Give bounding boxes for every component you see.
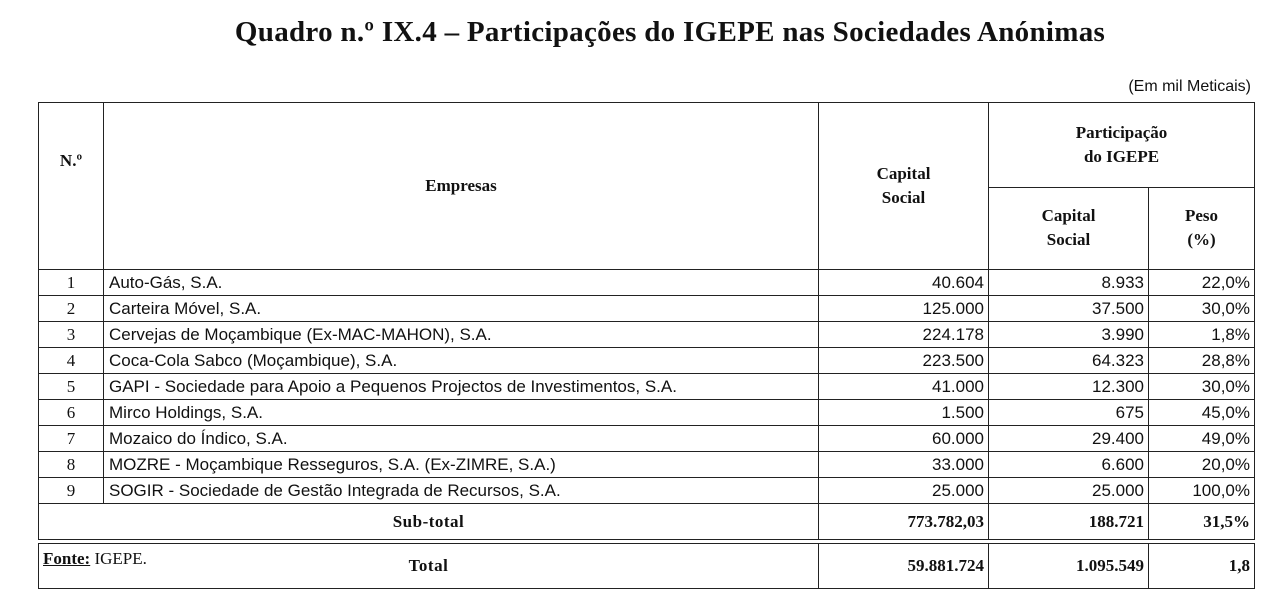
igepe-capital-value: 12.300 [989, 374, 1149, 400]
igepe-capital-value: 25.000 [989, 478, 1149, 504]
company-name: GAPI - Sociedade para Apoio a Pequenos Projectos de Investimentos, S.A. [104, 374, 819, 400]
header-peso-line2: (%) [1187, 230, 1216, 250]
capital-social-value: 33.000 [819, 452, 989, 478]
source-note [43, 549, 147, 569]
row-number: 3 [39, 322, 104, 348]
page-title: Quadro n.º IX.4 – Participações do IGEPE nas Sociedades Anónimas [234, 16, 1106, 48]
company-name: Cervejas de Moçambique (Ex-MAC-MAHON), S.A. [104, 322, 819, 348]
peso-value: 45,0% [1149, 400, 1255, 426]
igepe-capital-value: 675 [989, 400, 1149, 426]
peso-value: 100,0% [1149, 478, 1255, 504]
peso-value: 28,8% [1149, 348, 1255, 374]
peso-value: 30,0% [1149, 374, 1255, 400]
subtotal-peso: 31,5% [1149, 504, 1255, 540]
row-number: 5 [39, 374, 104, 400]
header-capital-social [819, 103, 989, 270]
table-row [39, 452, 1255, 478]
subtotal-capital-social: 773.782,03 [819, 504, 989, 540]
table-row [39, 478, 1255, 504]
table-row [39, 426, 1255, 452]
total-row [39, 544, 1255, 589]
row-number: 6 [39, 400, 104, 426]
table-row [39, 296, 1255, 322]
table-row [39, 322, 1255, 348]
source-label: Fonte: [43, 549, 91, 568]
header-empresas: Empresas [104, 103, 819, 270]
row-number: 1 [39, 270, 104, 296]
capital-social-value: 223.500 [819, 348, 989, 374]
header-participacao-line1: Participação [1075, 122, 1168, 142]
header-part-capital-line1: Capital [1041, 206, 1096, 226]
unit-note: (Em mil Meticais) [1128, 78, 1251, 95]
capital-social-value: 41.000 [819, 374, 989, 400]
header-part-capital-social [989, 187, 1149, 269]
header-capital-social-line1: Capital [876, 164, 931, 183]
table-row [39, 374, 1255, 400]
subtotal-igepe-capital: 188.721 [989, 504, 1149, 540]
participations-table [38, 102, 1255, 589]
company-name: Carteira Móvel, S.A. [104, 296, 819, 322]
igepe-capital-value: 3.990 [989, 322, 1149, 348]
capital-social-value: 125.000 [819, 296, 989, 322]
table-row [39, 348, 1255, 374]
header-participacao-line2: do IGEPE [1083, 146, 1160, 166]
company-name: Auto-Gás, S.A. [104, 270, 819, 296]
header-peso-line1: Peso [1184, 206, 1219, 226]
peso-value: 22,0% [1149, 270, 1255, 296]
header-participacao [989, 103, 1255, 188]
company-name: Mozaico do Índico, S.A. [104, 426, 819, 452]
header-capital-social-line2: Social [881, 188, 926, 207]
source-text: IGEPE. [90, 549, 147, 568]
company-name: MOZRE - Moçambique Resseguros, S.A. (Ex-ZIMRE, S.A.) [104, 452, 819, 478]
peso-value: 1,8% [1149, 322, 1255, 348]
subtotal-label: Sub-total [39, 504, 819, 540]
row-number: 7 [39, 426, 104, 452]
total-igepe-capital: 1.095.549 [989, 544, 1149, 589]
capital-social-value: 60.000 [819, 426, 989, 452]
company-name: Coca-Cola Sabco (Moçambique), S.A. [104, 348, 819, 374]
company-name: SOGIR - Sociedade de Gestão Integrada de Recursos, S.A. [104, 478, 819, 504]
row-number: 4 [39, 348, 104, 374]
total-label: Total [39, 544, 819, 589]
header-part-capital-line2: Social [1046, 230, 1091, 250]
igepe-capital-value: 64.323 [989, 348, 1149, 374]
peso-value: 20,0% [1149, 452, 1255, 478]
subtotal-row [39, 504, 1255, 540]
peso-value: 30,0% [1149, 296, 1255, 322]
igepe-capital-value: 29.400 [989, 426, 1149, 452]
capital-social-value: 1.500 [819, 400, 989, 426]
company-name: Mirco Holdings, S.A. [104, 400, 819, 426]
header-peso [1149, 187, 1255, 269]
total-peso: 1,8 [1149, 544, 1255, 589]
igepe-capital-value: 6.600 [989, 452, 1149, 478]
row-number: 9 [39, 478, 104, 504]
igepe-capital-value: 37.500 [989, 296, 1149, 322]
capital-social-value: 25.000 [819, 478, 989, 504]
table-row [39, 400, 1255, 426]
capital-social-value: 224.178 [819, 322, 989, 348]
table-row [39, 270, 1255, 296]
total-capital-social: 59.881.724 [819, 544, 989, 589]
row-number: 8 [39, 452, 104, 478]
igepe-capital-value: 8.933 [989, 270, 1149, 296]
peso-value: 49,0% [1149, 426, 1255, 452]
capital-social-value: 40.604 [819, 270, 989, 296]
row-number: 2 [39, 296, 104, 322]
header-no: N.º [39, 103, 104, 270]
